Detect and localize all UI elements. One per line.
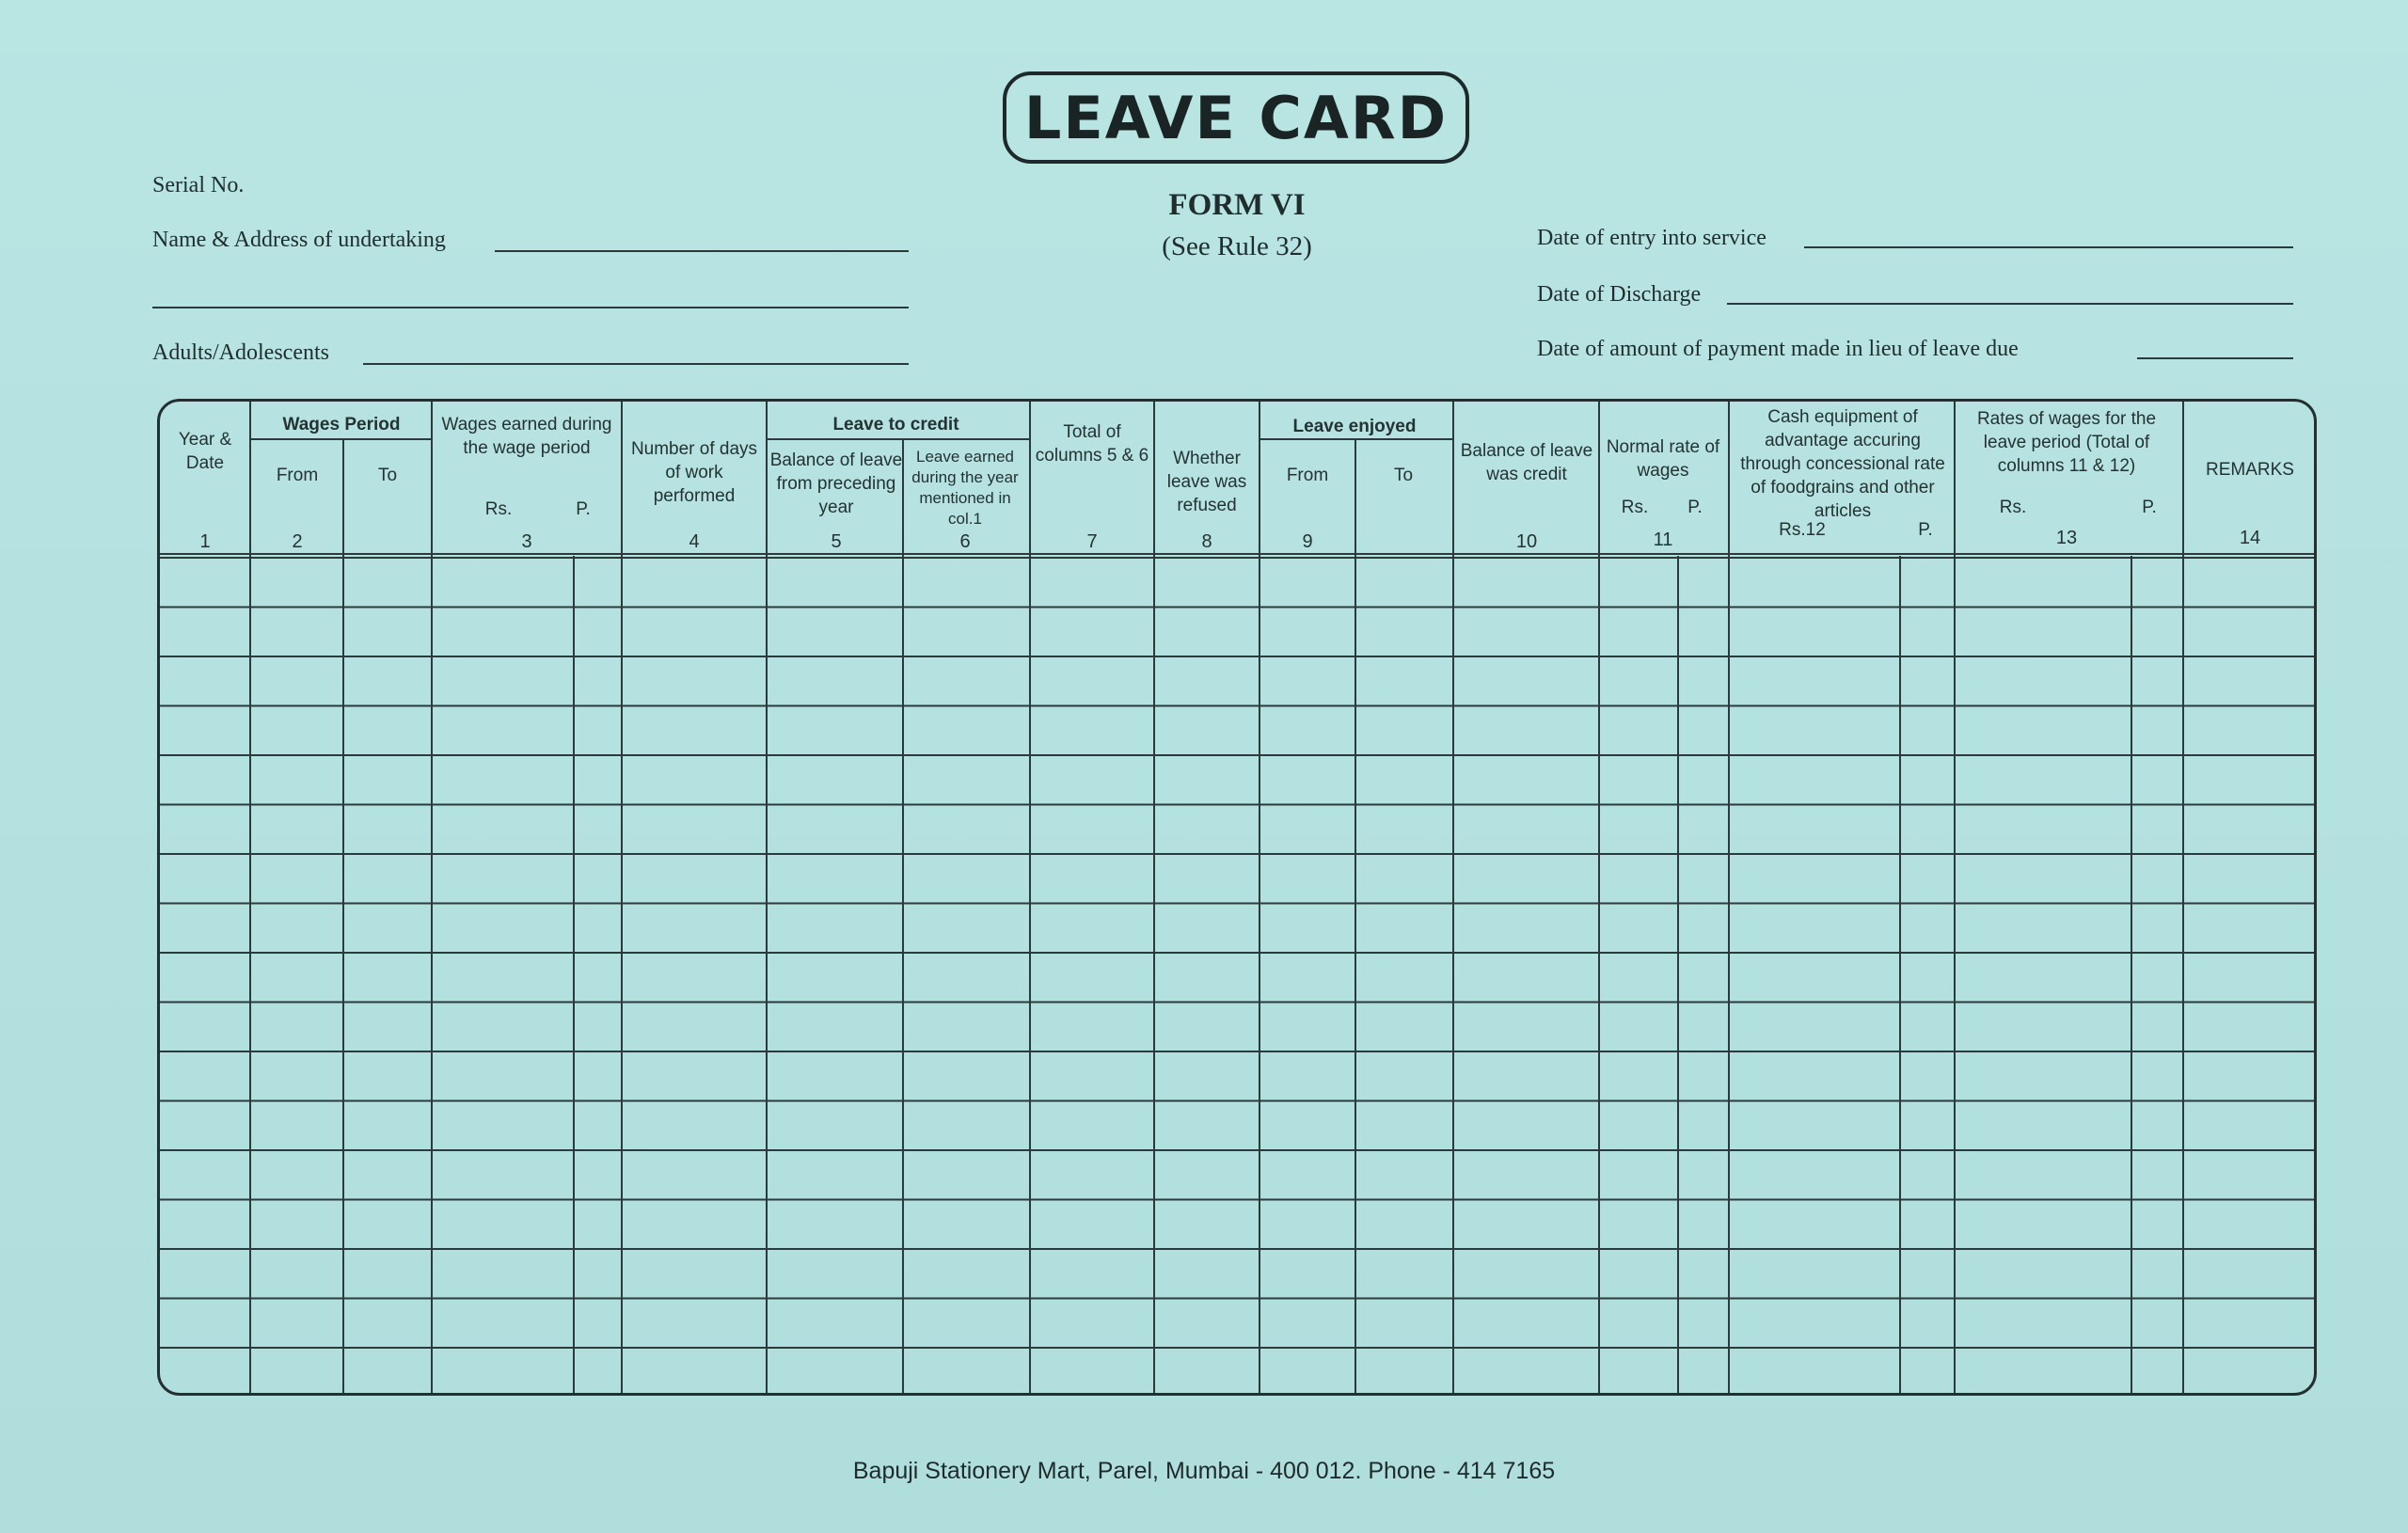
header-enjoyed-to: To (1393, 466, 1414, 485)
header-days-work: Number of days of work performed (630, 439, 758, 506)
header-year-date: Year & Date (178, 430, 232, 473)
col-number-4: 4 (689, 531, 700, 552)
header-col12-p: P. (1918, 520, 1933, 540)
col-number-1: 1 (199, 531, 211, 552)
date-discharge-line[interactable] (1727, 303, 2293, 305)
header-wages-period: Wages Period (282, 415, 401, 435)
col-number-5: 5 (831, 531, 842, 552)
header-col3-p: P. (576, 499, 591, 519)
date-payment-label: Date of amount of payment made in lieu of leave due (1537, 337, 2019, 361)
leave-table (157, 399, 2317, 1396)
form-number: FORM VI (1168, 188, 1306, 222)
header-refused: Whether leave was refused (1166, 449, 1247, 515)
header-leave-credit: Leave to credit (832, 415, 959, 435)
form-rule: (See Rule 32) (1162, 231, 1312, 261)
header-col11-rs: Rs. (1621, 498, 1649, 517)
header-wages-to: To (377, 466, 398, 485)
header-remarks: REMARKS (2206, 460, 2294, 480)
col-number-11: 11 (1653, 529, 1673, 550)
col-number-9: 9 (1302, 531, 1313, 552)
col-number-3: 3 (521, 531, 532, 552)
col-number-14: 14 (2239, 528, 2261, 548)
header-rates-wages: Rates of wages for the leave period (Total of columns 11 & 12) (1976, 409, 2157, 476)
date-payment-line[interactable] (2137, 357, 2293, 359)
header-enjoyed-from: From (1286, 466, 1329, 485)
date-discharge-label: Date of Discharge (1537, 282, 1702, 307)
col-number-7: 7 (1086, 531, 1098, 552)
adults-label: Adults/Adolescents (152, 340, 329, 365)
header-wages-earned: Wages earned during the wage period (441, 415, 612, 458)
col-number-6: 6 (959, 531, 971, 552)
name-address-label: Name & Address of undertaking (152, 228, 446, 252)
header-col3-rs: Rs. (484, 499, 513, 519)
date-entry-line[interactable] (1804, 246, 2293, 248)
col-number-8: 8 (1201, 531, 1212, 552)
col-number-13: 13 (2055, 528, 2078, 548)
name-address-line-2[interactable] (152, 307, 909, 308)
footer-printer: Bapuji Stationery Mart, Parel, Mumbai - 400 012. Phone - 414 7165 (852, 1458, 1556, 1484)
name-address-line-1[interactable] (495, 250, 909, 252)
header-balance-prev: Balance of leave from preceding year (769, 450, 903, 517)
serial-no-label: Serial No. (152, 173, 245, 198)
header-normal-rate: Normal rate of wages (1606, 437, 1720, 481)
header-col11-p: P. (1687, 498, 1703, 517)
form-title: LEAVE CARD (1023, 83, 1449, 152)
header-leave-enjoyed: Leave enjoyed (1292, 417, 1417, 436)
header-col13-rs: Rs. (1999, 498, 2027, 517)
header-balance-credit: Balance of leave was credit (1460, 441, 1593, 484)
col-number-2: 2 (292, 531, 303, 552)
header-total-cols: Total of columns 5 & 6 (1035, 422, 1149, 466)
col-number-10: 10 (1515, 531, 1538, 552)
header-col13-p: P. (2142, 498, 2157, 517)
title-box (1003, 71, 1469, 164)
adults-line[interactable] (363, 363, 909, 365)
header-wages-from: From (276, 466, 319, 485)
header-col12-rs: Rs.12 (1779, 520, 1826, 540)
header-cash-equipment: Cash equipment of advantage accuring through concessional rate of foodgrains and other articles (1740, 407, 1945, 521)
header-leave-earned: Leave earned during the year mentioned in col.1 (911, 448, 1019, 528)
date-entry-label: Date of entry into service (1537, 226, 1766, 250)
